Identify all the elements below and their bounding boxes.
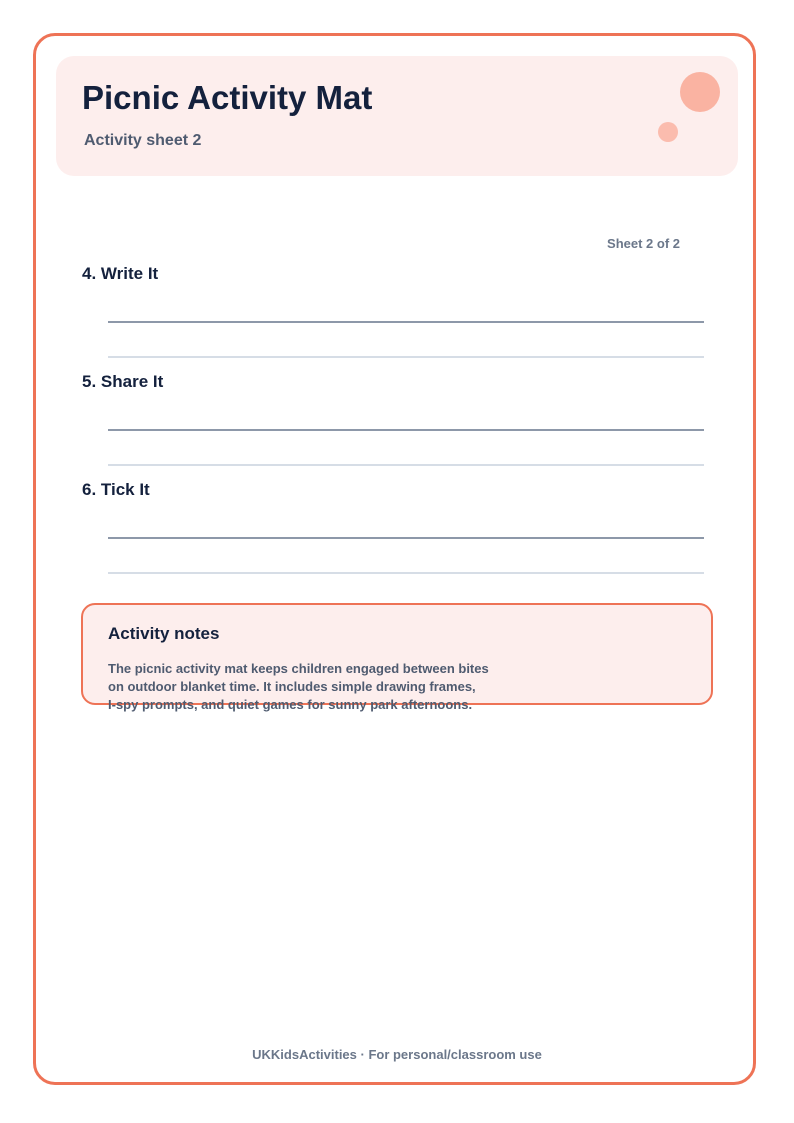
writing-line[interactable] <box>108 429 704 431</box>
sheet-indicator: Sheet 2 of 2 <box>607 236 680 251</box>
page-title: Picnic Activity Mat <box>82 79 373 116</box>
writing-line[interactable] <box>108 464 704 466</box>
writing-line[interactable] <box>108 321 704 323</box>
writing-line[interactable] <box>108 537 704 539</box>
page-subtitle: Activity sheet 2 <box>84 132 202 149</box>
section-heading-write-it: 4. Write It <box>82 264 159 283</box>
writing-line[interactable] <box>108 356 704 358</box>
decorative-circle-large <box>680 72 720 112</box>
activity-notes-text <box>108 660 538 714</box>
page-border <box>33 33 756 1085</box>
decorative-circle-small <box>658 122 678 142</box>
footer-text: UKKidsActivities · For personal/classroom use <box>252 1047 542 1062</box>
section-heading-share-it: 5. Share It <box>82 372 164 391</box>
activity-notes-line: I-spy prompts, and quiet games for sunny park afternoons. <box>108 697 473 712</box>
activity-notes-line: on outdoor blanket time. It includes simple drawing frames, <box>108 679 476 694</box>
section-heading-tick-it: 6. Tick It <box>82 480 150 499</box>
activity-notes-line: The picnic activity mat keeps children engaged between bites <box>108 661 489 676</box>
writing-line[interactable] <box>108 572 704 574</box>
activity-notes-heading: Activity notes <box>108 624 220 643</box>
